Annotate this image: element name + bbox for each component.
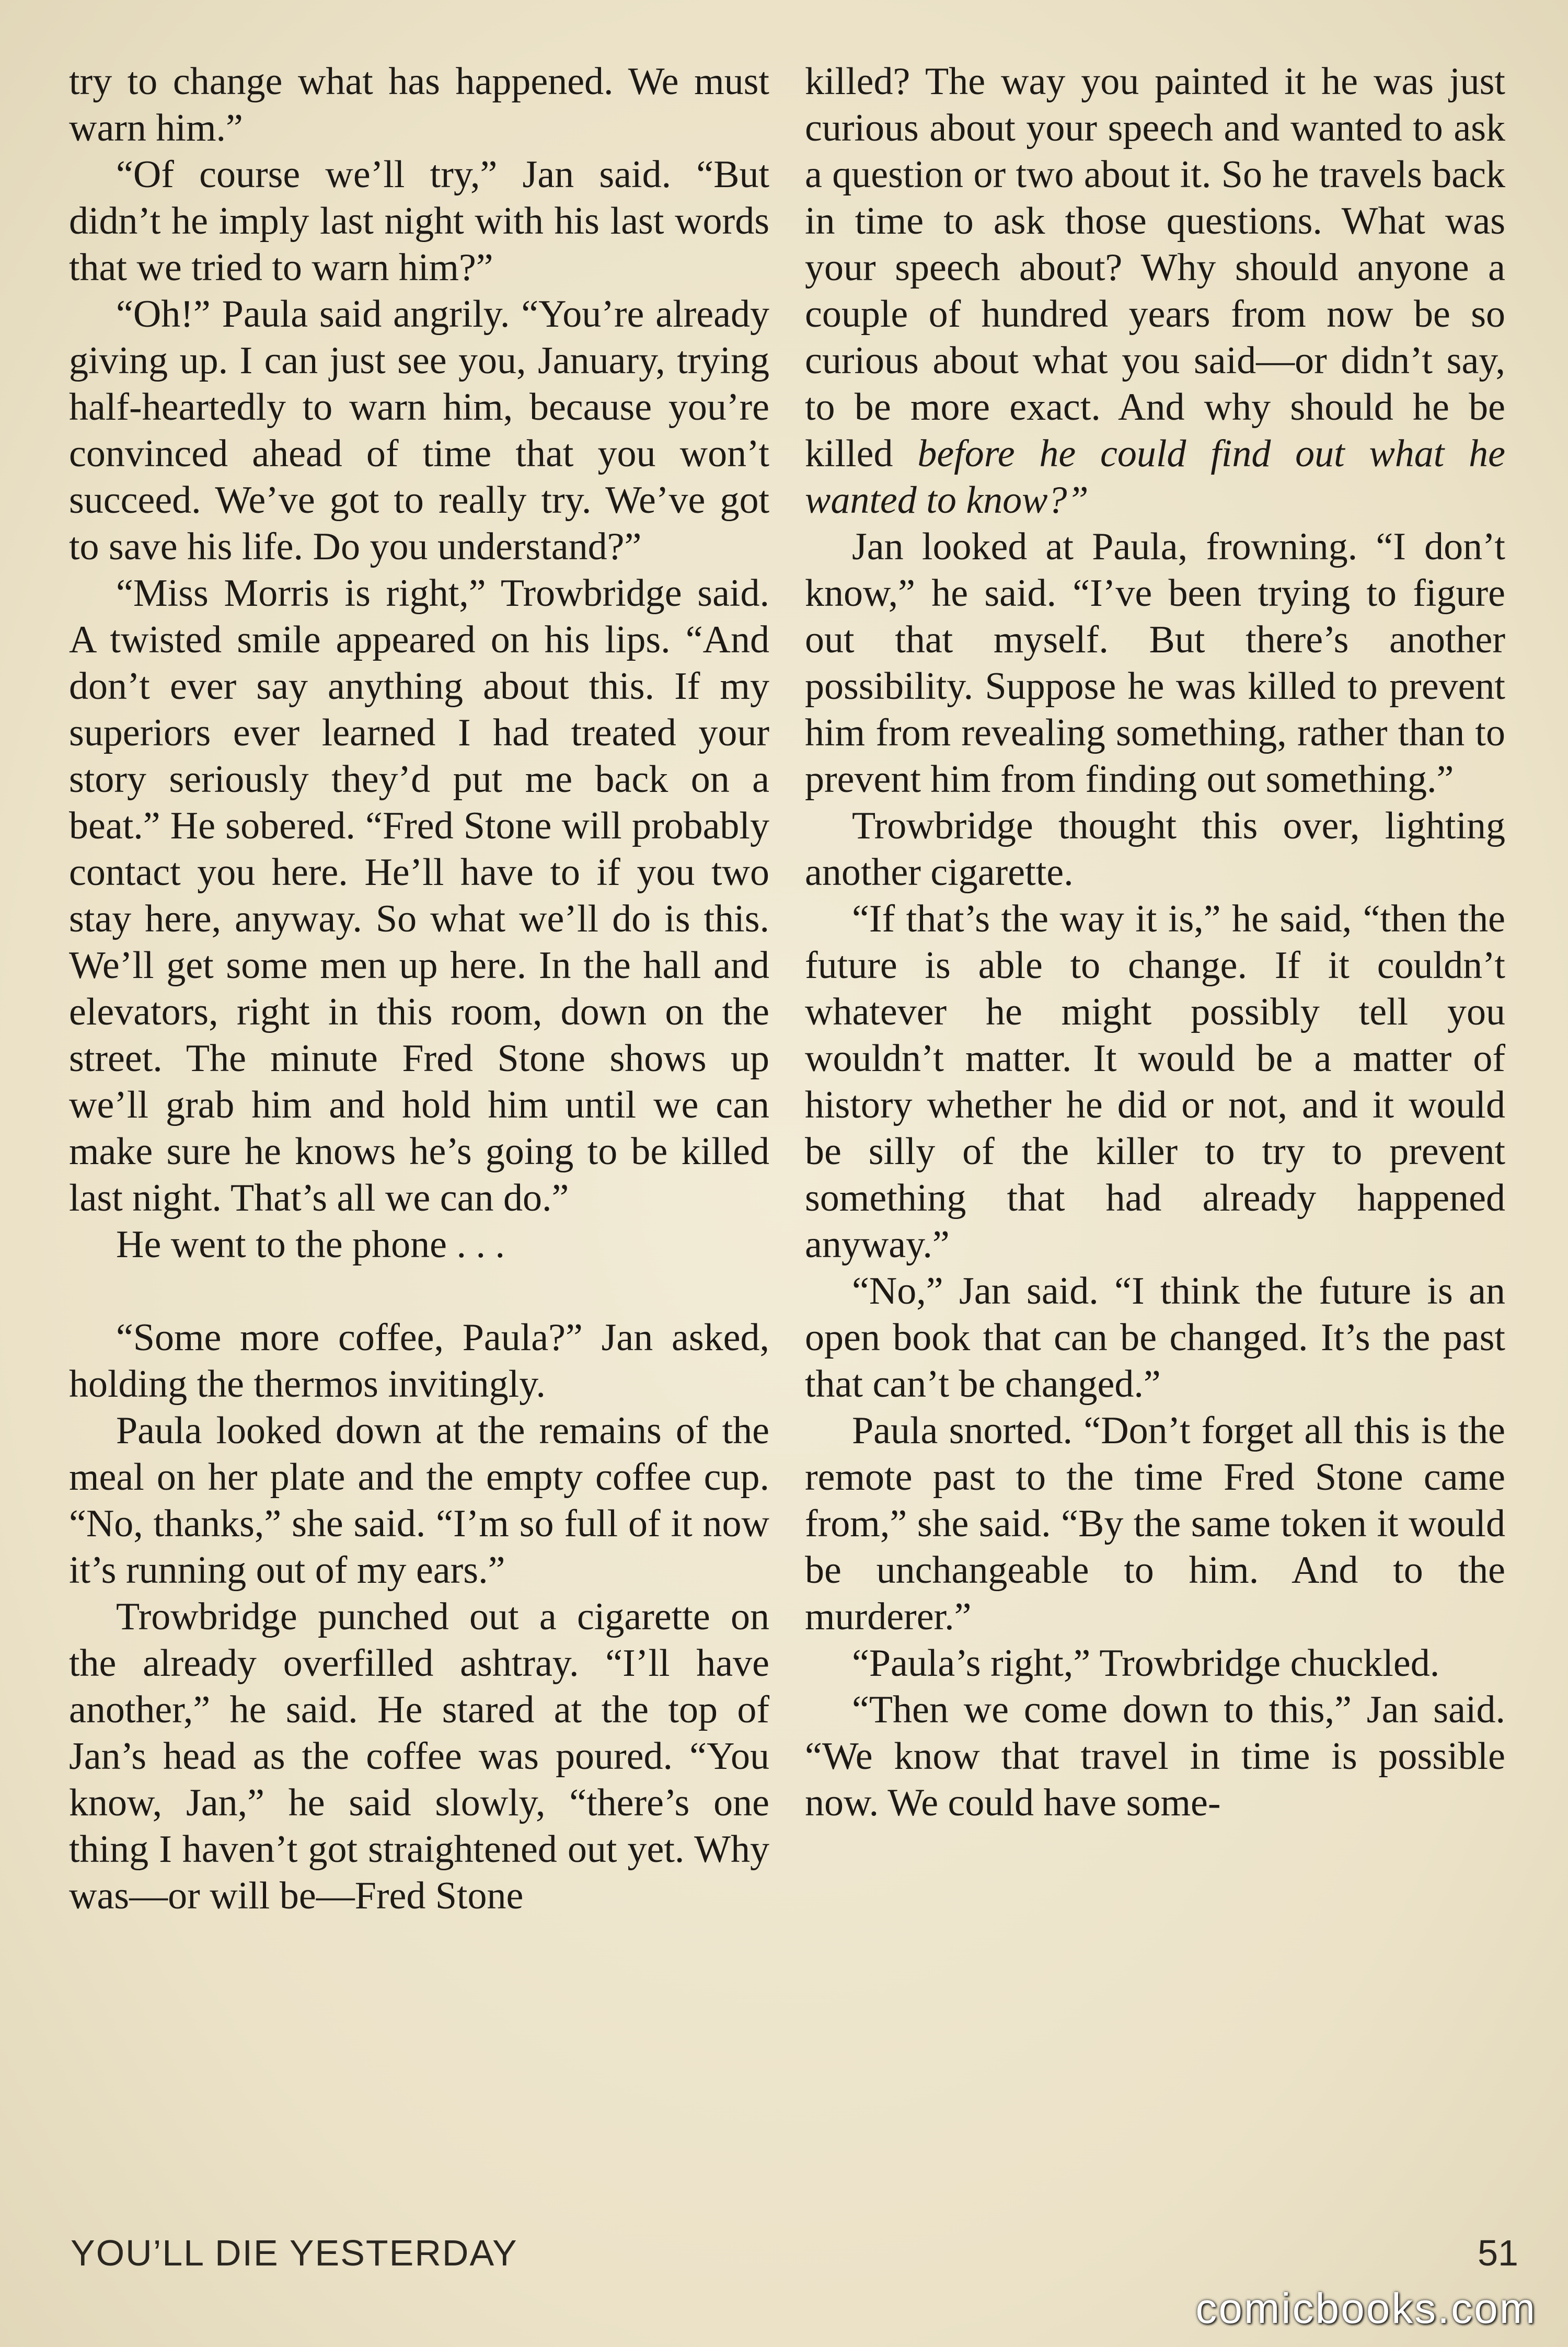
paragraph-italic-text: before he could find out what he wanted to know?”: [805, 432, 1505, 522]
paragraph: Trowbridge thought this over, lighting another cigarette.: [805, 804, 1505, 894]
paragraph: try to change what has happened. We must warn him.”: [69, 60, 769, 149]
left-column: [69, 59, 769, 1919]
paragraph: “If that’s the way it is,” he said, “then the future is able to change. If it couldn’t whatever he might possibly tell you wouldn’t matter. It would be a matter of history whether he did or not, and it would be silly of the killer to try to prevent something that had already happened anyway.”: [805, 898, 1505, 1266]
paragraph: “Oh!” Paula said angrily. “You’re already giving up. I can just see you, January, trying half-heartedly to warn him, because you’re convinced ahead of time that you won’t succeed. We’ve got to really try. We’ve got to save his life. Do you understand?”: [69, 293, 769, 568]
paragraph-text: killed? The way you painted it he was just curious about your speech and wanted to ask a question or two about it. So he travels back in time to ask those questions. What was your speech about? Why should anyone a couple of hundred years from now be so curious about what you said—or didn’t say, to be more exact. And why should he be killed: [805, 60, 1505, 475]
paragraph: [805, 59, 1505, 524]
paragraph: “Of course we’ll try,” Jan said. “But didn’t he imply last night with his last words that we tried to warn him?”: [69, 153, 769, 289]
paragraph: Trowbridge punched out a cigarette on the already overfilled ashtray. “I’ll have another,” he said. He stared at the top of Jan’s head as the coffee was poured. “You know, Jan,” he said slowly, “there’s one thing I haven’t got straightened out yet. Why was—or will be—Fred Stone: [69, 1595, 769, 1917]
paragraph: Paula looked down at the remains of the meal on her plate and the empty coffee cup. “No, thanks,” she said. “I’m so full of it now it’s running out of my ears.”: [69, 1409, 769, 1592]
paragraph: Jan looked at Paula, frowning. “I don’t know,” he said. “I’ve been trying to figure out that myself. But there’s another possibility. Suppose he was killed to prevent him from revealing something, rather than to prevent him from finding out something.”: [805, 525, 1505, 801]
paragraph: “Some more coffee, Paula?” Jan asked, holding the thermos invitingly.: [69, 1316, 769, 1406]
right-column: [805, 59, 1505, 1826]
paragraph: He went to the phone . . .: [116, 1223, 505, 1266]
watermark: comicbooks.com: [1195, 2285, 1537, 2332]
page-footer: [71, 2232, 1518, 2279]
paragraph: “Paula’s right,” Trowbridge chuckled.: [852, 1642, 1440, 1685]
paragraph: Paula snorted. “Don’t forget all this is the remote past to the time Fred Stone came from,” she said. “By the same token it would be unchangeable to him. And to the murderer.”: [805, 1409, 1505, 1638]
paragraph: “No,” Jan said. “I think the future is an open book that can be changed. It’s the past that can’t be changed.”: [805, 1270, 1505, 1406]
paragraph: “Then we come down to this,” Jan said. “We know that travel in time is possible now. We could have some-: [805, 1688, 1505, 1824]
running-title: YOU’LL DIE YESTERDAY: [71, 2233, 518, 2273]
page-number: 51: [1478, 2233, 1518, 2273]
paragraph: “Miss Morris is right,” Trowbridge said. A twisted smile appeared on his lips. “And don’t ever say anything about this. If my superiors ever learned I had treated your story seriously they’d put me back on a beat.” He sobered. “Fred Stone will probably contact you here. He’ll have to if you two stay here, anyway. So what we’ll do is this. We’ll get some men up here. In the hall and elevators, right in this room, down on the street. The minute Fred Stone shows up we’ll grab him and hold him until we can make sure he knows he’s going to be killed last night. That’s all we can do.”: [69, 572, 769, 1219]
